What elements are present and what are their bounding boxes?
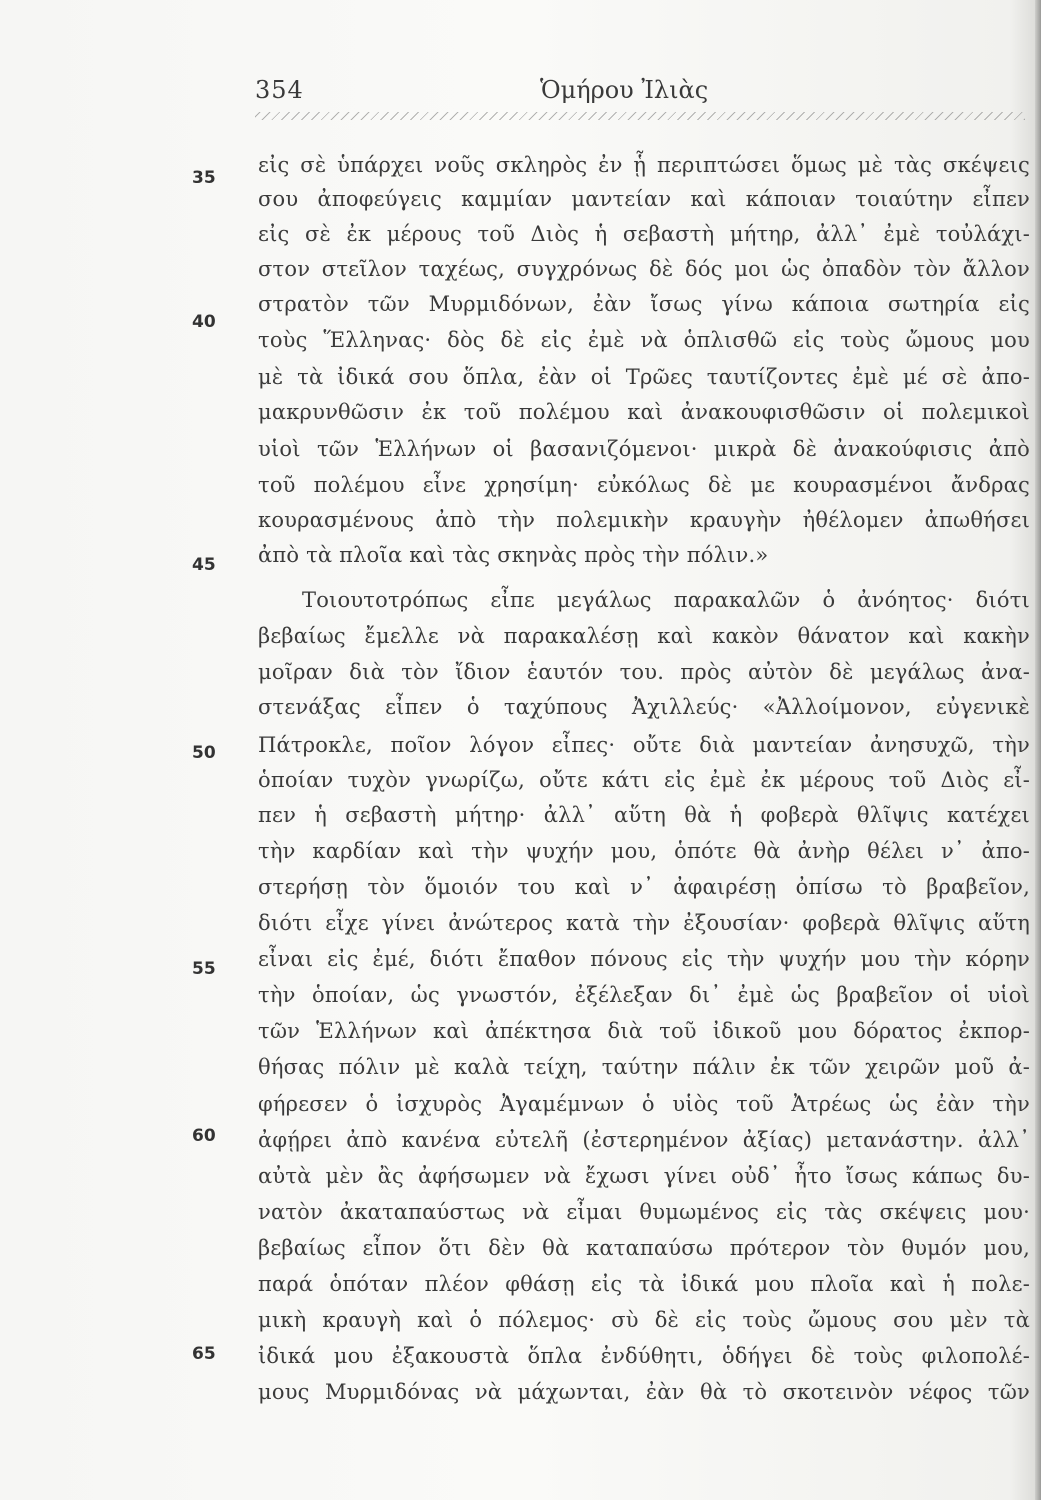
text-line: μακρυνθῶσιν ἐκ τοῦ πολέμου καὶ ἀνακουφισθῶσιν οἱ πολεμικοὶ bbox=[258, 400, 1030, 424]
text-line: τὴν καρδίαν καὶ τὴν ψυχήν μου, ὁπότε θὰ ἀνὴρ θέλει ν᾽ ἀπο- bbox=[258, 839, 1030, 863]
page-number: 354 bbox=[255, 76, 304, 104]
page-edge-shadow bbox=[1035, 0, 1041, 1500]
text-line: ὁποίαν τυχὸν γνωρίζω, οὔτε κάτι εἰς ἐμὲ ἐκ μέρους τοῦ Διὸς εἶ- bbox=[258, 768, 1030, 792]
text-line: τῶν Ἑλλήνων καὶ ἀπέκτησα διὰ τοῦ ἰδικοῦ μου δόρατος ἐκπορ- bbox=[258, 1019, 1030, 1043]
text-line: θήσας πόλιν μὲ καλὰ τείχη, ταύτην πάλιν ἐκ τῶν χειρῶν μοῦ ἀ- bbox=[258, 1055, 1030, 1079]
line-number-40: 40 bbox=[192, 312, 216, 332]
line-number-50: 50 bbox=[192, 743, 216, 763]
text-line: στον στεῖλον ταχέως, συγχρόνως δὲ δός μοι ὡς ὀπαδὸν τὸν ἄλλον bbox=[258, 257, 1030, 281]
text-line: μὲ τὰ ἰδικά σου ὅπλα, ἐὰν οἱ Τρῶες ταυτίζοντες ἐμὲ μέ σὲ ἀπο- bbox=[258, 365, 1030, 389]
text-line: εἰς σὲ ἐκ μέρους τοῦ Διὸς ἡ σεβαστὴ μήτηρ, ἀλλ᾽ ἐμὲ τοὐλάχι- bbox=[258, 222, 1030, 246]
text-line: μοῖραν διὰ τὸν ἴδιον ἑαυτόν του. πρὸς αὐτὸν δὲ μεγάλως ἀνα- bbox=[258, 660, 1030, 684]
text-line: διότι εἶχε γίνει ἀνώτερος κατὰ τὴν ἐξουσίαν· φοβερὰ θλῖψις αὕτη bbox=[258, 911, 1030, 935]
text-line: στερήσῃ τὸν ὅμοιόν του καὶ ν᾽ ἀφαιρέσῃ ὀπίσω τὸ βραβεῖον, bbox=[258, 875, 1030, 899]
text-line: μικὴ κραυγὴ καὶ ὁ πόλεμος· σὺ δὲ εἰς τοὺς ὤμους σου μὲν τὰ bbox=[258, 1308, 1030, 1332]
text-line: αὐτὰ μὲν ἂς ἀφήσωμεν νὰ ἔχωσι γίνει οὐδ᾽ ἦτο ἴσως κάπως δυ- bbox=[258, 1164, 1030, 1188]
text-line: εἶναι εἰς ἐμέ, διότι ἔπαθον πόνους εἰς τὴν ψυχήν μου τὴν κόρην bbox=[258, 947, 1030, 971]
text-line: βεβαίως ἔμελλε νὰ παρακαλέσῃ καὶ κακὸν θάνατον καὶ κακὴν bbox=[258, 624, 1030, 648]
header-rule bbox=[255, 112, 1025, 120]
running-title: Ὁμήρου Ἰλιὰς bbox=[540, 76, 709, 104]
text-line: στρατὸν τῶν Μυρμιδόνων, ἐὰν ἴσως γίνω κάποια σωτηρία εἰς bbox=[258, 292, 1030, 316]
line-number-45: 45 bbox=[192, 555, 216, 575]
text-line: τοῦ πολέμου εἶνε χρησίμη· εὐκόλως δὲ με κουρασμένοι ἄνδρας bbox=[258, 473, 1030, 497]
line-number-65: 65 bbox=[192, 1344, 216, 1364]
text-line: ἀφῄρει ἀπὸ κανένα εὐτελῆ (ἐστερημένον ἀξίας) μετανάστην. ἀλλ᾽ bbox=[258, 1128, 1030, 1152]
line-number-60: 60 bbox=[192, 1126, 216, 1146]
text-line: νατὸν ἀκαταπαύστως νὰ εἶμαι θυμωμένος εἰς τὰς σκέψεις μου· bbox=[258, 1200, 1030, 1224]
text-line: υἱοὶ τῶν Ἑλλήνων οἱ βασανιζόμενοι· μικρὰ δὲ ἀνακούφισις ἀπὸ bbox=[258, 437, 1030, 461]
text-line: πεν ἡ σεβαστὴ μήτηρ· ἀλλ᾽ αὕτη θὰ ἡ φοβερὰ θλῖψις κατέχει bbox=[258, 803, 1030, 827]
page-header bbox=[255, 72, 1025, 112]
text-line: ἀπὸ τὰ πλοῖα καὶ τὰς σκηνὰς πρὸς τὴν πόλιν.» bbox=[258, 543, 769, 567]
text-line: στενάξας εἶπεν ὁ ταχύπους Ἀχιλλεύς· «Ἀλλοίμονον, εὐγενικὲ bbox=[258, 695, 1030, 719]
text-line: κουρασμένους ἀπὸ τὴν πολεμικὴν κραυγὴν ἠθέλομεν ἀπωθήσει bbox=[258, 508, 1030, 532]
text-line: Τοιουτοτρόπως εἶπε μεγάλως παρακαλῶν ὁ ἀνόητος· διότι bbox=[302, 588, 1030, 612]
line-number-55: 55 bbox=[192, 959, 216, 979]
text-line: τὴν ὁποίαν, ὡς γνωστόν, ἐξέλεξαν δι᾽ ἐμὲ ὡς βραβεῖον οἱ υἱοὶ bbox=[258, 983, 1030, 1007]
text-line: μους Μυρμιδόνας νὰ μάχωνται, ἐὰν θὰ τὸ σκοτεινὸν νέφος τῶν bbox=[258, 1380, 1030, 1404]
text-line: σου ἀποφεύγεις καμμίαν μαντείαν καὶ κάποιαν τοιαύτην εἶπεν bbox=[258, 187, 1030, 211]
text-line: εἰς σὲ ὑπάρχει νοῦς σκληρὸς ἐν ᾗ περιπτώσει ὅμως μὲ τὰς σκέψεις bbox=[258, 153, 1030, 177]
line-number-35: 35 bbox=[192, 168, 216, 188]
text-line: ἰδικά μου ἐξακουστὰ ὅπλα ἐνδύθητι, ὁδήγει δὲ τοὺς φιλοπολέ- bbox=[258, 1344, 1030, 1368]
text-line: τοὺς Ἕλληνας· δὸς δὲ εἰς ἐμὲ νὰ ὁπλισθῶ εἰς τοὺς ὤμους μου bbox=[258, 328, 1030, 352]
text-line: παρά ὁπόταν πλέον φθάσῃ εἰς τὰ ἰδικά μου πλοῖα καὶ ἡ πολε- bbox=[258, 1272, 1030, 1296]
text-line: φήρεσεν ὁ ἰσχυρὸς Ἀγαμέμνων ὁ υἱὸς τοῦ Ἀτρέως ὡς ἐὰν τὴν bbox=[258, 1092, 1030, 1116]
text-line: Πάτροκλε, ποῖον λόγον εἶπες· οὔτε διὰ μαντείαν ἀνησυχῶ, τὴν bbox=[258, 733, 1030, 757]
text-line: βεβαίως εἶπον ὅτι δὲν θὰ καταπαύσω πρότερον τὸν θυμόν μου, bbox=[258, 1236, 1030, 1260]
